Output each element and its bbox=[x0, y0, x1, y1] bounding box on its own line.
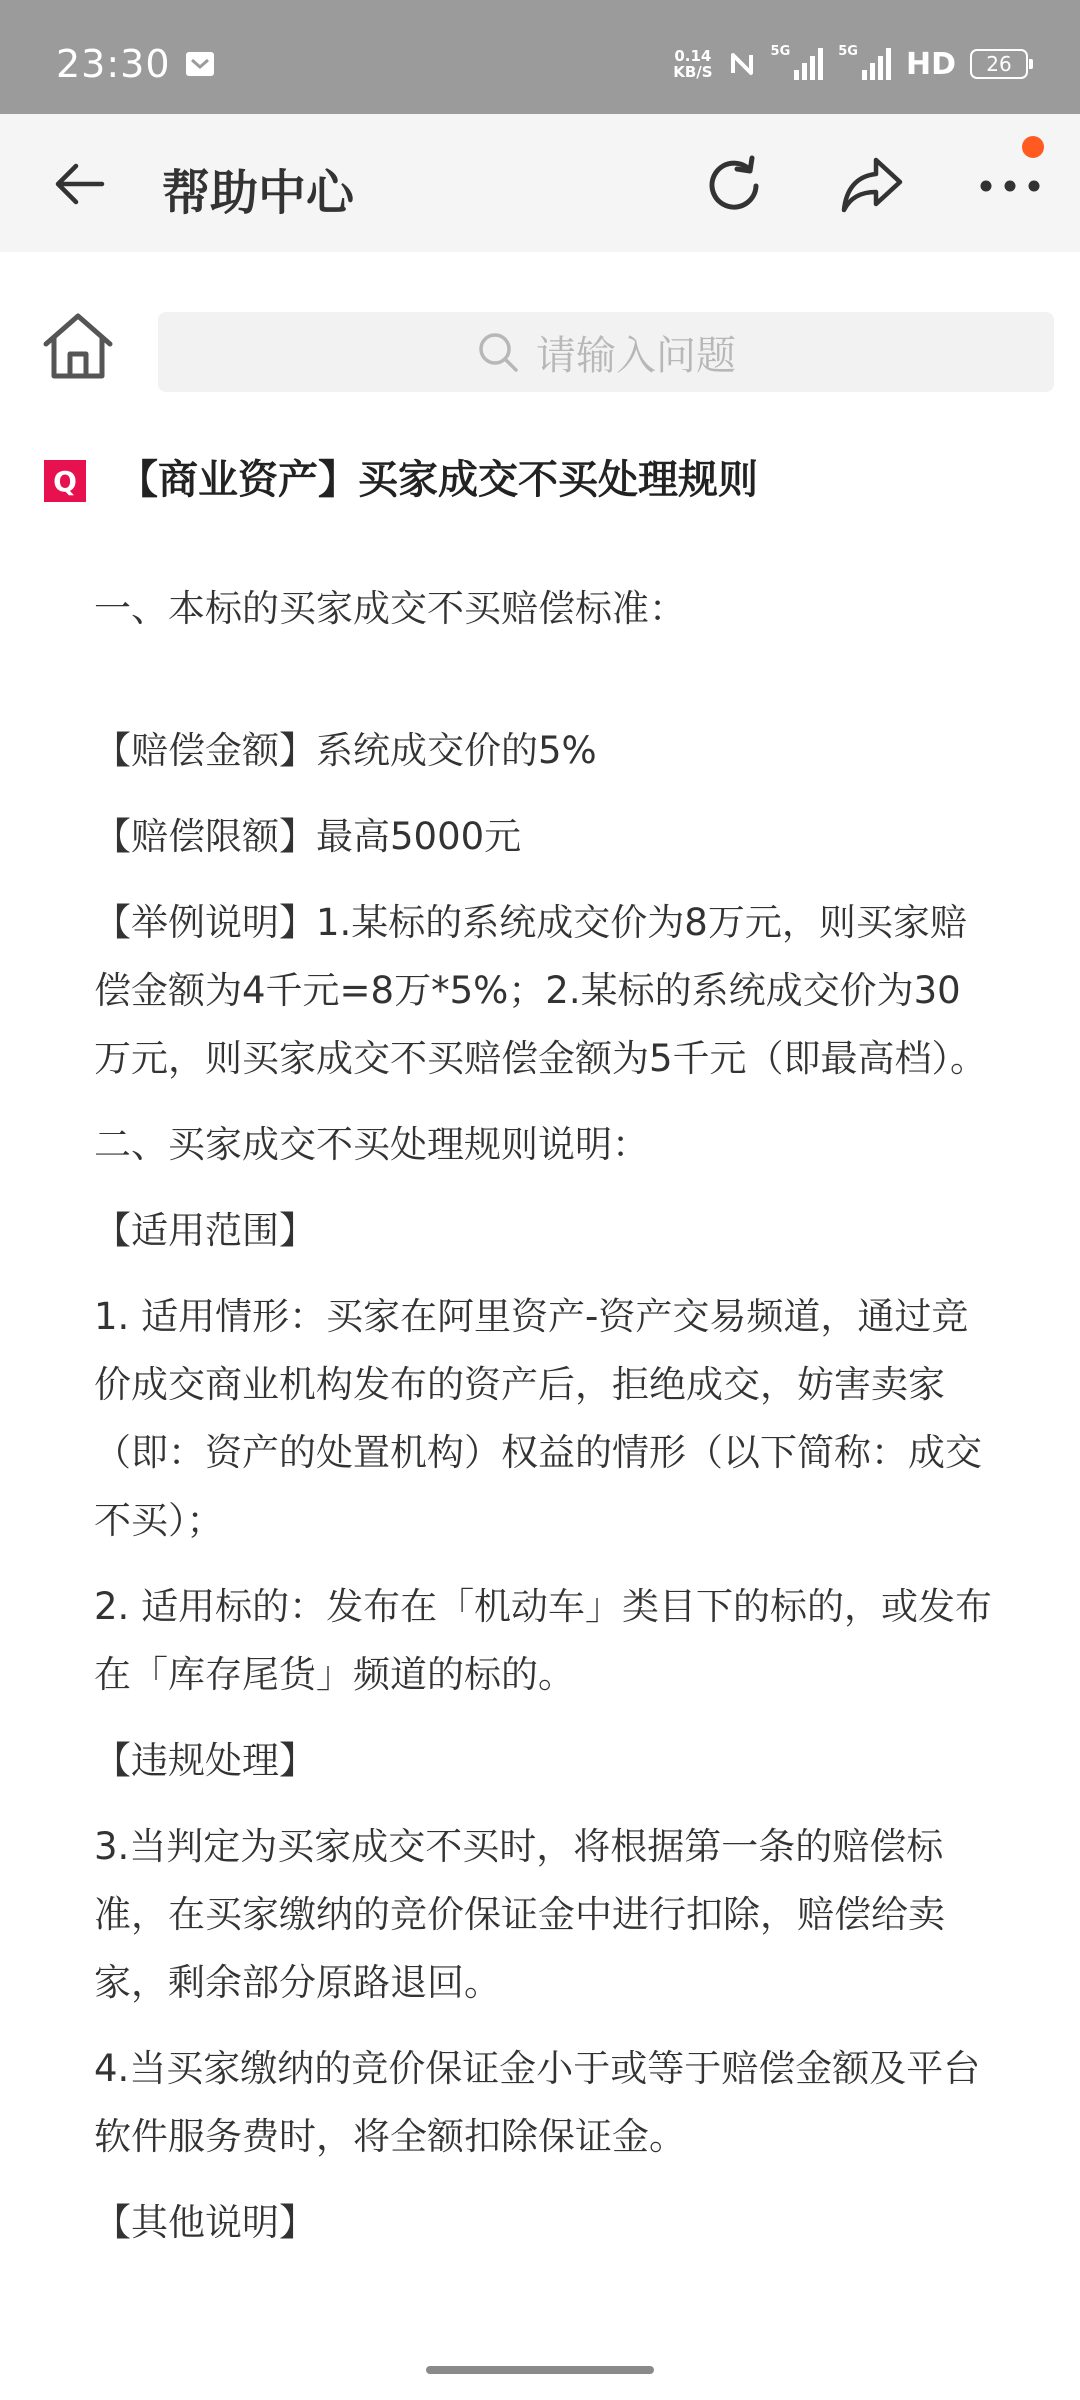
article-paragraph: 【赔偿金额】系统成交价的5% bbox=[94, 729, 597, 772]
article-paragraph: 1. 适用情形：买家在阿里资产-资产交易频道，通过竞价成交商业机构发布的资产后，拒绝成交，妨害卖家（即：资产的处置机构）权益的情形（以下简称：成交不买）； bbox=[94, 1295, 982, 1542]
nfc-icon bbox=[727, 49, 757, 79]
article-paragraph: 2. 适用标的：发布在「机动车」类目下的标的，或发布在「库存尾货」频道的标的。 bbox=[94, 1585, 993, 1696]
status-indicators bbox=[673, 44, 1028, 84]
question-badge: Q bbox=[44, 460, 86, 502]
article-paragraph: 【举例说明】1.某标的系统成交价为8万元，则买家赔偿金额为4千元=8万*5%；2.某标的系统成交价为30万元，则买家成交不买赔偿金额为5千元（即最高档）。 bbox=[94, 901, 988, 1080]
sim1-network-label: 5G bbox=[770, 44, 791, 59]
search-icon bbox=[476, 330, 520, 374]
article-paragraph: 【适用范围】 bbox=[94, 1209, 316, 1252]
network-speed bbox=[673, 48, 712, 80]
article-paragraph: 一、本标的买家成交不买赔偿标准： bbox=[94, 587, 686, 630]
status-time: 23:30 bbox=[56, 42, 171, 86]
article-paragraph: 【违规处理】 bbox=[94, 1739, 316, 1782]
title-bar bbox=[0, 114, 1080, 252]
more-options-icon[interactable] bbox=[976, 158, 1044, 214]
network-speed-value: 0.14 bbox=[674, 47, 712, 65]
home-indicator[interactable] bbox=[426, 2366, 654, 2374]
article-paragraph: 【赔偿限额】最高5000元 bbox=[94, 815, 522, 858]
hd-voice-label: HD bbox=[905, 46, 956, 82]
article-paragraph: 二、买家成交不买处理规则说明： bbox=[94, 1123, 649, 1166]
question-title: 【商业资产】买家成交不买处理规则 bbox=[118, 457, 758, 503]
refresh-icon[interactable] bbox=[700, 152, 768, 220]
sim2-network-label: 5G bbox=[838, 44, 858, 59]
article-paragraph: 3.当判定为买家成交不买时，将根据第一条的赔偿标准，在买家缴纳的竞价保证金中进行扣除，赔偿给卖家，剩余部分原路退回。 bbox=[94, 1825, 945, 2004]
battery-icon bbox=[970, 49, 1028, 79]
article-paragraph: 4.当买家缴纳的竞价保证金小于或等于赔偿金额及平台软件服务费时，将全额扣除保证金。 bbox=[94, 2047, 981, 2158]
message-notification-icon bbox=[184, 48, 216, 80]
network-speed-unit: KB/S bbox=[673, 63, 713, 81]
signal-strength-icon bbox=[794, 48, 824, 80]
article-body bbox=[94, 575, 994, 2275]
share-icon[interactable] bbox=[838, 154, 906, 216]
status-bar bbox=[0, 0, 1080, 114]
home-icon[interactable] bbox=[40, 308, 116, 384]
notification-dot bbox=[1022, 136, 1044, 158]
article-paragraph: 【其他说明】 bbox=[94, 2201, 316, 2244]
search-input[interactable] bbox=[158, 312, 1054, 392]
battery-level: 26 bbox=[986, 52, 1012, 76]
search-placeholder: 请输入问题 bbox=[536, 332, 736, 379]
page-title: 帮助中心 bbox=[162, 165, 355, 221]
back-arrow-icon[interactable] bbox=[52, 156, 108, 212]
signal-strength-icon-2 bbox=[862, 48, 892, 80]
